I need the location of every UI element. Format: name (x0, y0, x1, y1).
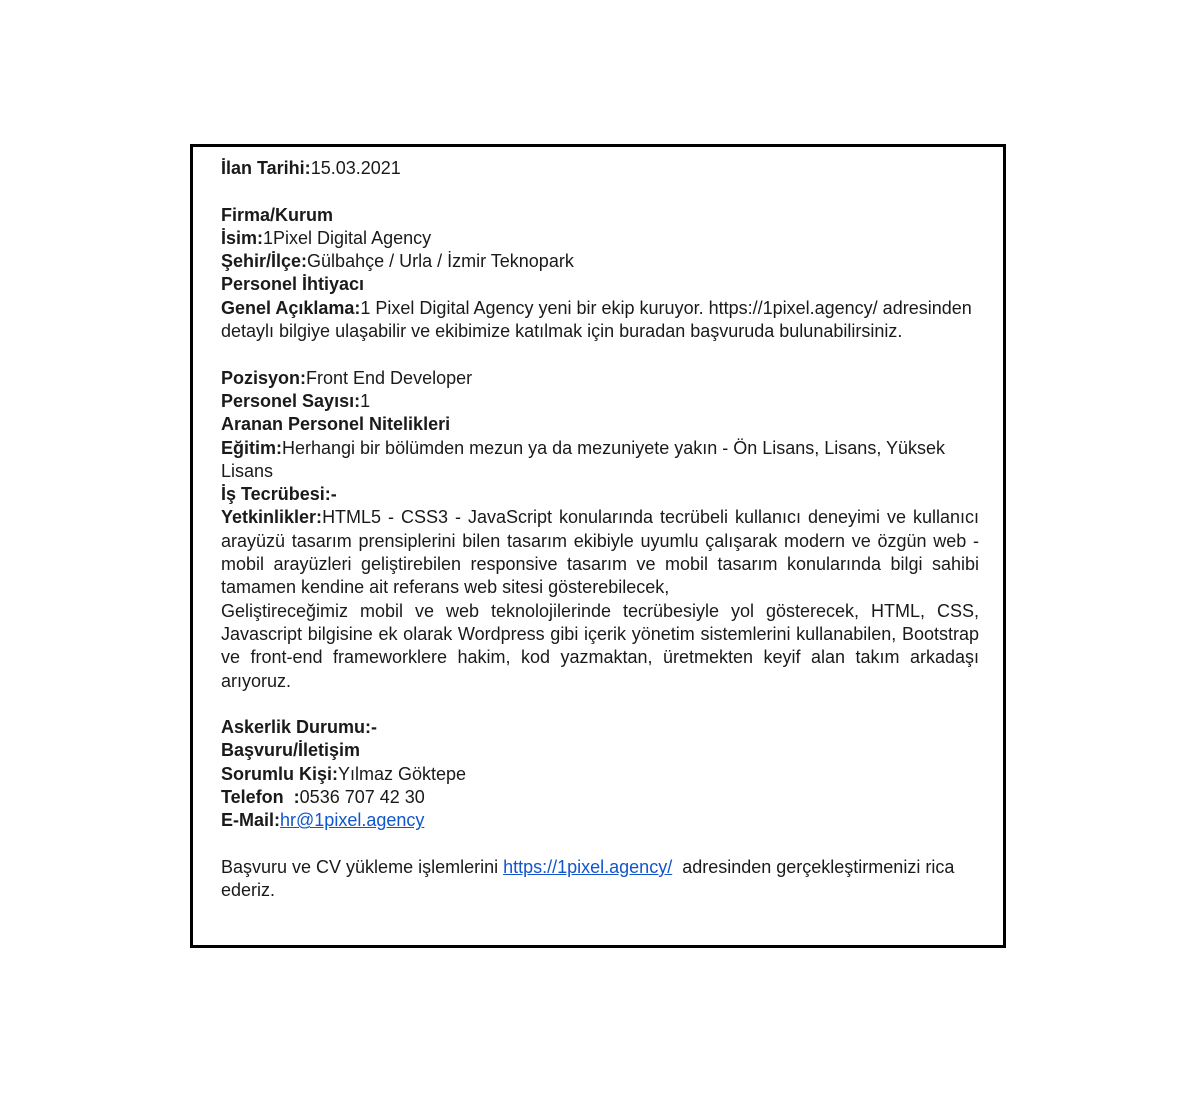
basvuru-header-text: Başvuru/İletişim (221, 740, 361, 761)
spacer (221, 833, 979, 856)
aranan-header-text: Aranan Personel Nitelikleri (221, 414, 451, 435)
sorumlu-label: Sorumlu Kişi: (221, 763, 339, 784)
genel-aciklama-value: 1 Pixel Digital Agency yeni bir ekip kuruyor. https://1pixel.agency/ adresinden detaylı bilgiye ulaşabilir ve ekibimize katılmak için buradan başvuruda bulunabilirsiniz. (221, 297, 972, 342)
email-label: E-Mail: (221, 810, 281, 831)
is-tecrubesi-row (221, 483, 979, 506)
telefon-value: 0536 707 42 30 (299, 787, 425, 808)
job-posting-box (190, 144, 1006, 948)
footer-link[interactable]: https://1pixel.agency/ (503, 856, 673, 877)
firma-header-text: Firma/Kurum (221, 204, 334, 225)
personel-ihtiyaci-header (221, 273, 979, 296)
personel-ihtiyaci-text: Personel İhtiyacı (221, 274, 365, 295)
genel-aciklama-row (221, 297, 979, 344)
spacer (221, 343, 979, 366)
sehir-label: Şehir/İlçe: (221, 251, 308, 272)
isim-label: İsim: (221, 227, 264, 248)
footer-after: adresinden gerçekleştirmenizi rica ederiz. (221, 856, 960, 901)
personel-sayisi-label: Personel Sayısı: (221, 390, 361, 411)
isim-value: 1Pixel Digital Agency (263, 227, 432, 248)
ilan-tarihi-label: İlan Tarihi: (221, 158, 311, 178)
basvuru-header (221, 739, 979, 762)
personel-sayisi-row (221, 390, 979, 413)
ilan-tarihi-value: 15.03.2021 (310, 158, 401, 178)
egitim-label: Eğitim: (221, 437, 282, 458)
isim-row (221, 227, 979, 250)
is-tecrubesi-label: İş Tecrübesi:- (221, 484, 337, 505)
yetkinlikler-row (221, 506, 979, 599)
egitim-value: Herhangi bir bölümden mezun ya da mezuniyete yakın - Ön Lisans, Lisans, Yüksek Lisans (221, 437, 946, 481)
job-posting-content (221, 157, 979, 903)
footer-before: Başvuru ve CV yükleme işlemlerini (221, 856, 504, 877)
ilan-tarihi-row (221, 157, 979, 180)
sorumlu-row (221, 763, 979, 786)
footer-text (221, 856, 979, 903)
pozisyon-row (221, 367, 979, 390)
personel-sayisi-value: 1 (360, 390, 371, 411)
egitim-row (221, 437, 979, 484)
spacer (221, 180, 979, 203)
email-link[interactable]: hr@1pixel.agency (280, 810, 425, 831)
pozisyon-value: Front End Developer (306, 367, 473, 388)
yetkinlikler-paragraph2: Geliştireceğimiz mobil ve web teknolojilerinde tecrübesiyle yol gösterecek, HTML, CSS, Javascript bilgisine ek olarak Wordpress gibi içerik yönetim sistemlerini kullanabilen, Bootstrap ve front-end frameworklere hakim, kod yazmaktan, üretmekten keyif alan takım arkadaşı arıyoruz. (221, 600, 979, 691)
telefon-row (221, 786, 979, 809)
sehir-value: Gülbahçe / Urla / İzmir Teknopark (307, 251, 574, 272)
spacer (221, 693, 979, 716)
askerlik-label: Askerlik Durumu:- (221, 717, 378, 738)
email-row (221, 809, 979, 832)
yetkinlikler-label: Yetkinlikler: (221, 507, 323, 528)
telefon-label: Telefon : (221, 787, 300, 808)
pozisyon-label: Pozisyon: (221, 367, 307, 388)
yetkinlikler-value: HTML5 - CSS3 - JavaScript konularında tecrübeli kullanıcı deneyimi ve kullanıcı arayüzü tasarım prensiplerini bilen tasarım ekibiyle uyumlu çalışarak modern ve özgün web - mobil arayüzleri geliştirebilen responsive tasarım ve mobil tasarım konularında bilgi sahibi tamamen kendine ait referans web sitesi gösterebilecek, (221, 507, 979, 598)
sehir-row (221, 250, 979, 273)
firma-header (221, 204, 979, 227)
aranan-header (221, 413, 979, 436)
genel-aciklama-label: Genel Açıklama: (221, 297, 361, 318)
askerlik-row (221, 716, 979, 739)
sorumlu-value: Yılmaz Göktepe (338, 763, 467, 784)
